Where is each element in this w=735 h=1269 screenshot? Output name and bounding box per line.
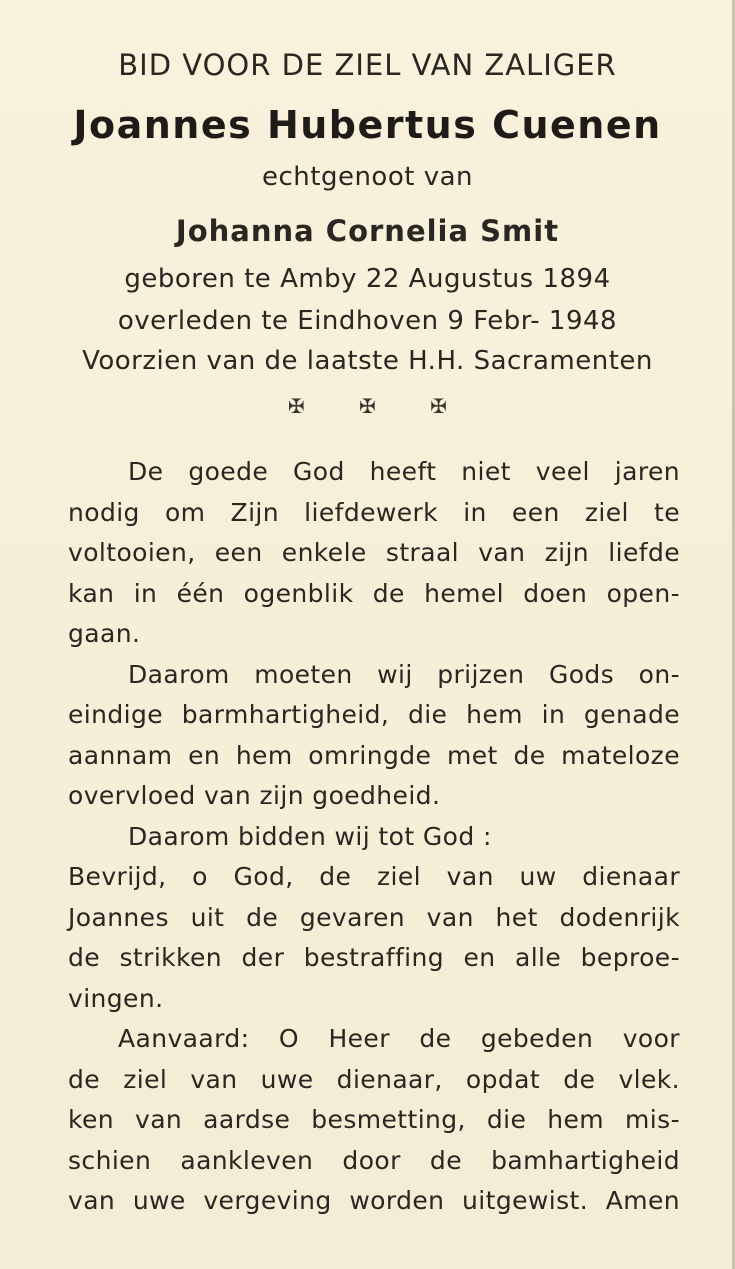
text-line: de strikken der bestraffing en alle beproe-: [68, 943, 680, 972]
death-line: overleden te Eindhoven 9 Febr- 1948: [117, 306, 618, 336]
text-line: eindige barmhartigheid, die hem in genade: [68, 700, 680, 729]
relation-label: echtgenoot van: [261, 162, 473, 192]
text-line: vingen.: [68, 983, 164, 1013]
cross-icon: ✠: [287, 394, 305, 418]
text-line: ken van aardse besmetting, die hem mis-: [68, 1105, 680, 1134]
text-line: voltooien, een enkele straal van zijn liefde: [68, 538, 680, 567]
paragraph-1: [68, 452, 680, 655]
prayer-heading: BID VOOR DE ZIEL VAN ZALIGER: [118, 48, 617, 82]
paragraph-3: [68, 817, 680, 1020]
text-line: Daarom moeten wij prijzen Gods on-: [128, 659, 680, 689]
text-line: van uwe vergeving worden uitgewist. Amen: [68, 1186, 680, 1215]
cross-icon: ✠: [359, 394, 376, 418]
birth-line: geboren te Amby 22 Augustus 1894: [124, 264, 611, 294]
paragraph-4: [68, 1019, 680, 1222]
text-line: overvloed van zijn goedheid.: [68, 781, 441, 810]
text-line: nodig om Zijn liefdewerk in een ziel te: [68, 497, 680, 527]
text-line: kan in één ogenblik de hemel doen open-: [68, 578, 680, 608]
text-line: gaan.: [68, 619, 141, 648]
cross-ornaments: [0, 394, 735, 418]
text-line: Aanvaard: O Heer de gebeden voor: [118, 1024, 680, 1053]
prayer-text: [68, 452, 680, 1222]
text-line: Joannes uit de gevaren van het dodenrijk: [68, 902, 680, 932]
text-line: De goede God heeft niet veel jaren: [128, 457, 680, 486]
deceased-name: Joannes Hubertus Cuenen: [73, 103, 662, 147]
paragraph-2: [68, 655, 680, 817]
text-line: de ziel van uwe dienaar, opdat de vlek.: [68, 1064, 680, 1094]
text-line: aannam en hem omringde met de mateloze: [68, 740, 680, 770]
cross-icon: ✠: [430, 394, 447, 418]
text-line: schien aankleven door de bamhartigheid: [68, 1145, 680, 1175]
text-line: Bevrijd, o God, de ziel van uw dienaar: [68, 862, 680, 891]
spouse-name: Johanna Cornelia Smit: [175, 214, 560, 248]
sacraments-line: Voorzien van de laatste H.H. Sacramenten: [82, 346, 653, 376]
text-line: Daarom bidden wij tot God :: [128, 821, 492, 851]
